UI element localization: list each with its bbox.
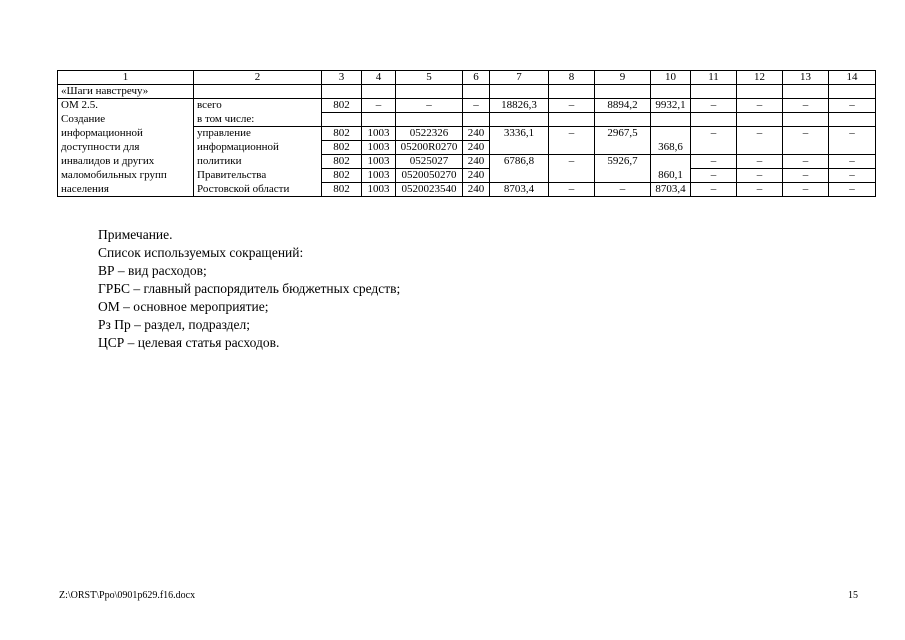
- col-header: 11: [691, 71, 737, 85]
- cell: 802: [322, 127, 362, 141]
- cell: 240: [463, 155, 490, 169]
- col2-line: управление: [194, 127, 322, 141]
- cell: 802: [322, 183, 362, 197]
- cell: 1003: [362, 183, 396, 197]
- section-title: «Шаги навстречу»: [58, 85, 194, 99]
- cell: 3336,1: [490, 127, 549, 141]
- event-line: населения: [58, 183, 194, 197]
- col-header: 6: [463, 71, 490, 85]
- cell: 5926,7: [595, 155, 651, 169]
- col-header: 1: [58, 71, 194, 85]
- cell: 240: [463, 141, 490, 155]
- cell: [490, 141, 549, 155]
- cell: –: [691, 99, 737, 113]
- col2-line: Правительства: [194, 169, 322, 183]
- cell: –: [783, 155, 829, 169]
- cell: –: [829, 183, 876, 197]
- cell: 8703,4: [490, 183, 549, 197]
- cell: [595, 141, 651, 155]
- cell: –: [691, 169, 737, 183]
- col-header: 4: [362, 71, 396, 85]
- event-line: информационной: [58, 127, 194, 141]
- cell: –: [783, 183, 829, 197]
- cell: 2967,5: [595, 127, 651, 141]
- cell: 1003: [362, 169, 396, 183]
- cell: –: [691, 127, 737, 141]
- cell: 6786,8: [490, 155, 549, 169]
- cell: 1003: [362, 155, 396, 169]
- cell: [549, 141, 595, 155]
- col2-line: Ростовской области: [194, 183, 322, 197]
- cell: [783, 141, 829, 155]
- page-number: 15: [848, 590, 858, 601]
- cell: 368,6: [651, 141, 691, 155]
- col2-line: политики: [194, 155, 322, 169]
- cell: –: [549, 127, 595, 141]
- event-line: инвалидов и других: [58, 155, 194, 169]
- event-line: доступности для: [58, 141, 194, 155]
- cell: 0520050270: [396, 169, 463, 183]
- col-header: 8: [549, 71, 595, 85]
- cell: 1003: [362, 141, 396, 155]
- cell: 1003: [362, 127, 396, 141]
- col-header: 3: [322, 71, 362, 85]
- col-header: 9: [595, 71, 651, 85]
- table-row: [58, 99, 876, 113]
- notes-line: ЦСР – целевая статья расходов.: [98, 335, 280, 350]
- table-row: [58, 113, 876, 127]
- cell: 802: [322, 99, 362, 113]
- cell: 240: [463, 169, 490, 183]
- notes-block: [98, 226, 400, 352]
- cell: [651, 155, 691, 169]
- col2-line: информационной: [194, 141, 322, 155]
- cell: –: [783, 99, 829, 113]
- col-header: 5: [396, 71, 463, 85]
- cell: –: [783, 169, 829, 183]
- notes-line: Список используемых сокращений:: [98, 245, 304, 260]
- cell: [651, 127, 691, 141]
- cell: –: [549, 183, 595, 197]
- notes-heading: Примечание.: [98, 227, 173, 242]
- table-row: [58, 155, 876, 169]
- cell: –: [737, 169, 783, 183]
- cell: 8894,2: [595, 99, 651, 113]
- col-header: 7: [490, 71, 549, 85]
- col2-line: в том числе:: [194, 113, 322, 127]
- col2-line: всего: [194, 99, 322, 113]
- cell: 802: [322, 155, 362, 169]
- section-row: [58, 85, 876, 99]
- cell: 860,1: [651, 169, 691, 183]
- event-line: ОМ 2.5.: [58, 99, 194, 113]
- cell: 802: [322, 169, 362, 183]
- cell: –: [783, 127, 829, 141]
- cell: –: [829, 99, 876, 113]
- footer-file-path: Z:\ORST\Ppo\0901p629.f16.docx: [59, 590, 196, 601]
- cell: [829, 141, 876, 155]
- cell: 240: [463, 183, 490, 197]
- cell: 8703,4: [651, 183, 691, 197]
- cell: –: [829, 155, 876, 169]
- table-row: [58, 169, 876, 183]
- cell: [737, 141, 783, 155]
- cell: –: [829, 127, 876, 141]
- cell: –: [595, 183, 651, 197]
- cell: –: [691, 155, 737, 169]
- cell: [549, 169, 595, 183]
- cell: 802: [322, 141, 362, 155]
- cell: –: [737, 127, 783, 141]
- cell: 9932,1: [651, 99, 691, 113]
- cell: –: [396, 99, 463, 113]
- cell: –: [549, 155, 595, 169]
- cell: –: [737, 99, 783, 113]
- col-header: 12: [737, 71, 783, 85]
- col-header: 13: [783, 71, 829, 85]
- cell: 240: [463, 127, 490, 141]
- cell: –: [829, 169, 876, 183]
- col-header: 2: [194, 71, 322, 85]
- cell: [691, 141, 737, 155]
- cell: –: [463, 99, 490, 113]
- notes-line: ВР – вид расходов;: [98, 263, 207, 278]
- cell: –: [362, 99, 396, 113]
- notes-line: ОМ – основное мероприятие;: [98, 299, 269, 314]
- cell: [490, 169, 549, 183]
- cell: 0522326: [396, 127, 463, 141]
- cell: –: [691, 183, 737, 197]
- table-row: [58, 127, 876, 141]
- col-header: 10: [651, 71, 691, 85]
- header-row: [58, 71, 876, 85]
- cell: 18826,3: [490, 99, 549, 113]
- event-line: маломобильных групп: [58, 169, 194, 183]
- col-header: 14: [829, 71, 876, 85]
- budget-table: [57, 70, 876, 197]
- table-row: [58, 141, 876, 155]
- table-row: [58, 183, 876, 197]
- cell: 0520023540: [396, 183, 463, 197]
- notes-line: ГРБС – главный распорядитель бюджетных средств;: [98, 281, 401, 296]
- cell: –: [737, 183, 783, 197]
- event-line: Создание: [58, 113, 194, 127]
- cell: [595, 169, 651, 183]
- cell: –: [549, 99, 595, 113]
- notes-line: Рз Пр – раздел, подраздел;: [98, 317, 251, 332]
- cell: 0525027: [396, 155, 463, 169]
- cell: –: [737, 155, 783, 169]
- cell: 05200R0270: [396, 141, 463, 155]
